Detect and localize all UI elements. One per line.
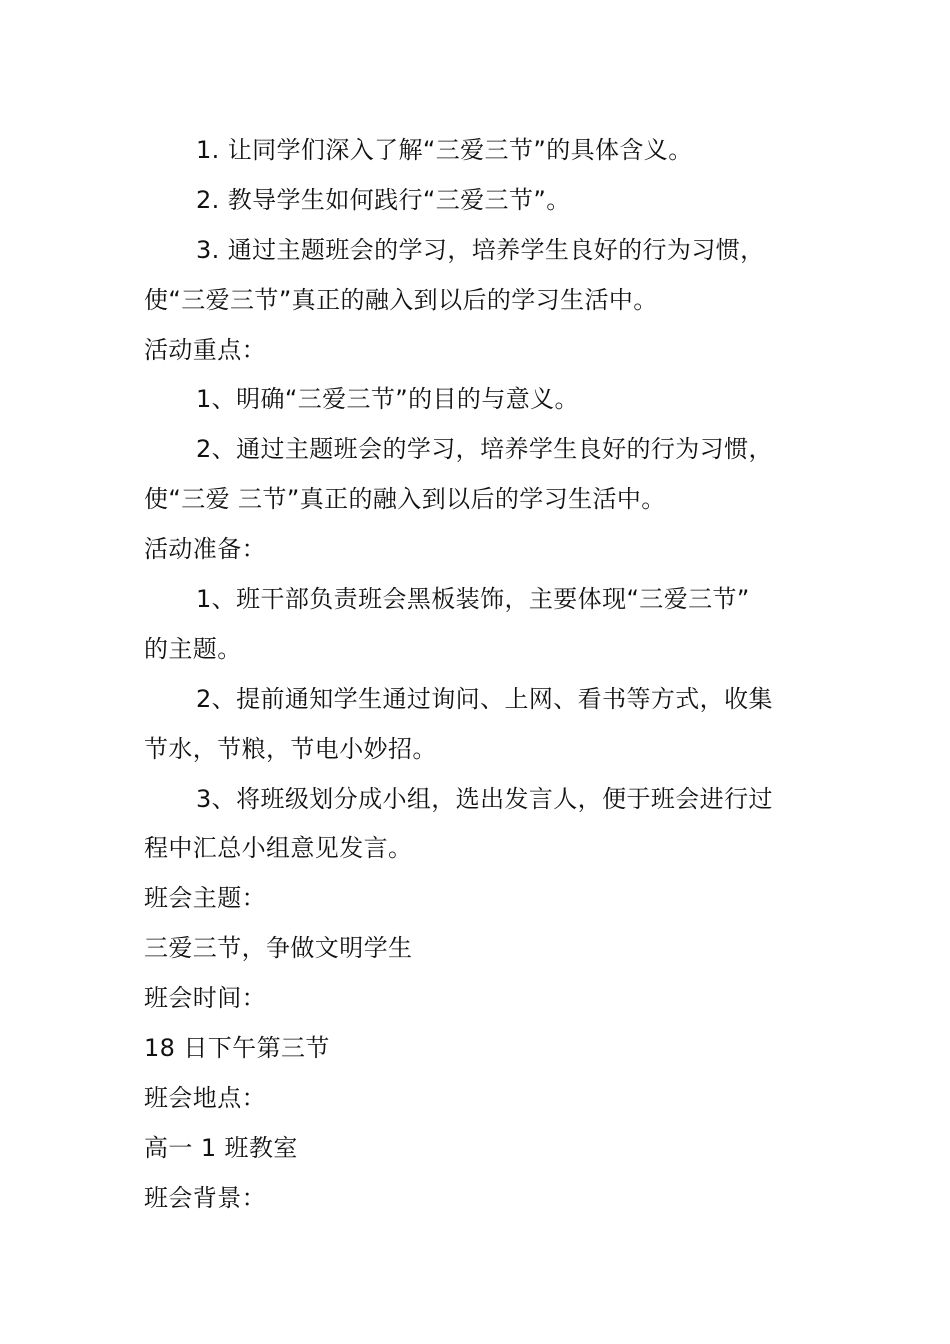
preparation-1: 1、班干部负责班会黑板装饰，主要体现“三爱三节” [196,585,750,614]
preparation-2-continued: 节水，节粮，节电小妙招。 [144,734,437,763]
section-heading-background: 班会背景： [144,1183,266,1212]
document-body [144,126,810,1224]
section-heading-theme: 班会主题： [144,884,266,913]
preparation-3-continued: 程中汇总小组意见发言。 [144,834,413,863]
section-heading-time: 班会时间： [144,984,266,1013]
time-value: 18 日下午第三节 [144,1034,330,1063]
focus-2-continued: 使“三爱 三节”真正的融入到以后的学习生活中。 [144,485,666,514]
objective-3: 3. 通过主题班会的学习，培养学生良好的行为习惯， [196,235,765,264]
focus-1: 1、明确“三爱三节”的目的与意义。 [196,385,579,414]
preparation-1-continued: 的主题。 [144,634,242,663]
location-value: 高一 1 班教室 [144,1133,298,1162]
section-heading-location: 班会地点： [144,1083,266,1112]
objective-3-continued: 使“三爱三节”真正的融入到以后的学习生活中。 [144,285,658,314]
preparation-2: 2、提前通知学生通过询问、上网、看书等方式，收集 [196,684,773,713]
section-heading-focus: 活动重点： [144,335,266,364]
preparation-3: 3、将班级划分成小组，选出发言人，便于班会进行过 [196,784,773,813]
focus-2: 2、通过主题班会的学习，培养学生良好的行为习惯， [196,435,773,464]
objective-1: 1. 让同学们深入了解“三爱三节”的具体含义。 [196,136,693,164]
objective-2: 2. 教导学生如何践行“三爱三节”。 [196,185,571,214]
section-heading-preparation: 活动准备： [144,535,266,564]
theme-value: 三爱三节，争做文明学生 [144,934,413,963]
